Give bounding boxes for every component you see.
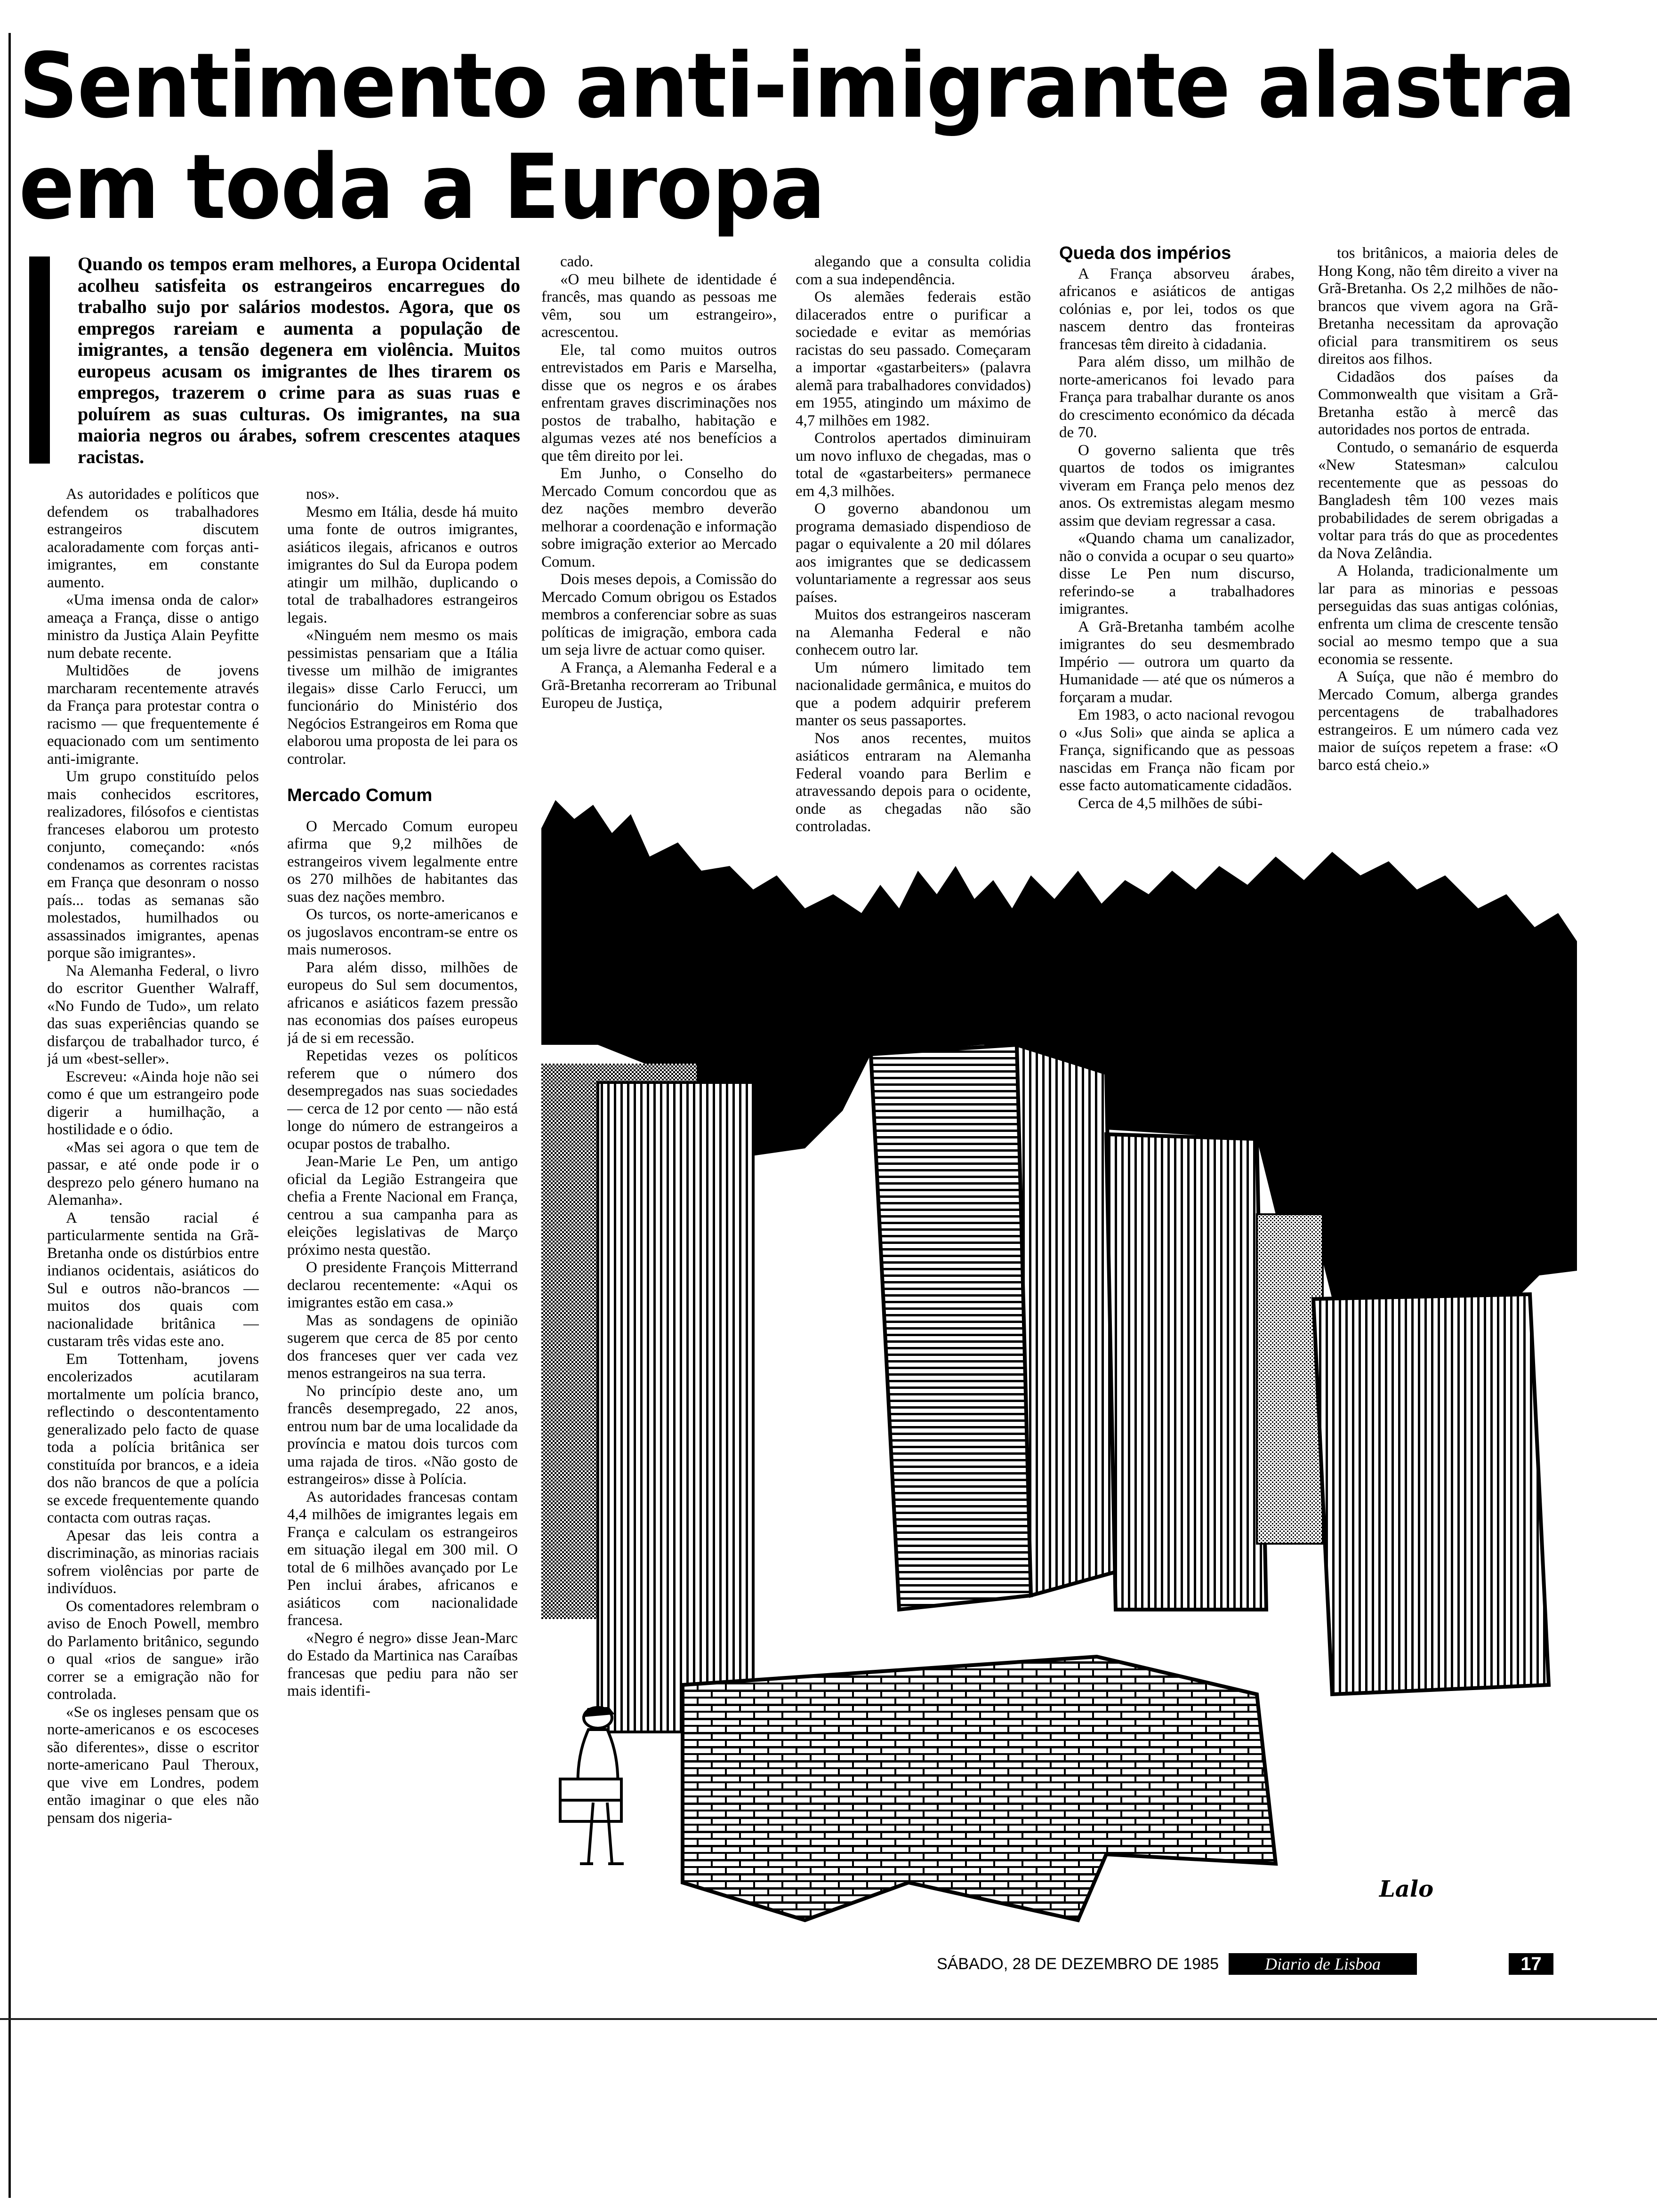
article-paragraph: Para além disso, milhões de europeus do Sul sem documentos, africanos e asiáticos fazem pressão nas economias dos países europeus já de si em recessão. [287,959,518,1047]
article-paragraph: As autoridades e políticos que defendem os trabalhadores estrangeiros discutem acaloradamente com forças anti-imigrantes, em constante aumento. [47,486,259,591]
article-column-2 [287,486,518,1959]
article-paragraph: A tensão racial é particularmente sentida na Grã-Bretanha onde os distúrbios entre indianos ocidentais, asiáticos do Sul e outros não-brancos — muitos dos quais com nacionalidade britânica — custaram três vidas este ano. [47,1209,259,1350]
central-tower [871,1045,1031,1610]
article-paragraph: «Mas sei agora o que tem de passar, e até onde pode ir o desprezo pelo género humano na Alemanha». [47,1138,259,1209]
bottom-rule [0,2018,1657,2020]
article-paragraph: As autoridades francesas contam 4,4 milhões de imigrantes legais em França e calculam os estrangeiros em situação ilegal em 300 mil. O total de 6 milhões avançado por Le Pen inclui árabes, africanos e asiáticos com nacionalidade francesa. [287,1488,518,1629]
central-tower-side [1017,1045,1116,1595]
article-paragraph: A Grã-Bretanha também acolhe imigrantes do seu desmembrado Império — outrora um quarto da Humanidade — até que os números a forçaram a mudar. [1059,618,1295,706]
section-subheading: Queda dos impérios [1059,245,1231,263]
article-paragraph: Apesar das leis contra a discriminação, as minorias raciais sofrem violências por parte de indivíduos. [47,1527,259,1597]
right-dithered-block [1257,1214,1323,1544]
illustrator-signature: Lalo [1379,1876,1434,1902]
article-paragraph: O presidente François Mitterrand declarou recentemente: «Aqui os imigrantes estão em casa.» [287,1259,518,1311]
page-footer [937,1953,1558,1975]
headline [19,34,1575,239]
article-paragraph: Multidões de jovens marcharam recentemente através da França para protestar contra o racismo — que frequentemente é equacionado com um sentimento anti-imigrante. [47,662,259,768]
left-building [598,1082,753,1732]
article-paragraph: Nos anos recentes, muitos asiáticos entraram na Alemanha Federal voando para Berlim e atravessando depois para o ocidente, onde as chegadas não são controladas. [796,729,1031,835]
article-paragraph: Um grupo constituído pelos mais conhecidos escritores, realizadores, filósofos e cientistas franceses elaborou um protesto conjunto, começando: «nós condenamos as correntes racistas em França que desonram o nosso país... todas as semanas são molestados, humilhados ou assassinados imigrantes, apenas porque são imigrantes». [47,768,259,962]
article-paragraph: «O meu bilhete de identidade é francês, mas quando as pessoas me vêm, sou um estrangeiro», acrescentou. [541,271,777,341]
article-paragraph: O governo salienta que três quartos de todos os imigrantes viveram em França pelo menos dez anos. Os extremistas alegam mesmo assim que deviam regressar a casa. [1059,441,1295,529]
footer-date: SÁBADO, 28 DE DEZEMBRO DE 1985 [937,1955,1219,1973]
article-paragraph: No princípio deste ano, um francês desempregado, 22 anos, entrou num bar de uma localidade da província e matou dois turcos com uma rajada de tiros. «Não gosto de estrangeiros» disse à Polícia. [287,1382,518,1488]
article-paragraph: Muitos dos estrangeiros nasceram na Alemanha Federal e não conhecem outro lar. [796,606,1031,658]
article-paragraph: «Negro é negro» disse Jean-Marc do Estado da Martinica nas Caraíbas francesas que pediu para não ser mais identifi- [287,1629,518,1699]
article-paragraph: Em Junho, o Conselho do Mercado Comum concordou que as dez nações membro deverão melhorar a coordenação e informação sobre imigração exterior ao Mercado Comum. [541,465,777,570]
lede-bar [29,256,50,464]
article-paragraph: «Quando chama um canalizador, não o convida a ocupar o seu quarto» disse Le Pen num discurso, referindo-se a trabalhadores imigrantes. [1059,530,1295,617]
article-paragraph: O Mercado Comum europeu afirma que 9,2 milhões de estrangeiros vivem legalmente entre os 270 milhões de habitantes das suas dez nações membro. [287,817,518,906]
article-paragraph: alegando que a consulta colidia com a sua independência. [796,253,1031,288]
footer-masthead: Diario de Lisboa [1229,1953,1417,1975]
brick-wall [683,1657,1276,1920]
article-paragraph: A Suíça, que não é membro do Mercado Comum, alberga grandes percentagens de trabalhadores estrangeiros. E um número cada vez maior de suíços repetem a frase: «O barco está cheio.» [1318,668,1558,774]
article-paragraph: «Se os ingleses pensam que os norte-americanos e os escoceses são diferentes», disse o escritor norte-americano Paul Theroux, que vive em Londres, podem então imaginar o que eles não pensam dos nigeria- [47,1703,259,1827]
article-paragraph: «Ninguém nem mesmo os mais pessimistas pensariam que a Itália tivesse um milhão de imigrantes ilegais» disse Carlo Ferucci, um funcionário do Ministério dos Negócios Estrangeiros em Roma que elaborou uma proposta de lei para os controlar. [287,627,518,768]
article-paragraph: A França, a Alemanha Federal e a Grã-Bretanha recorreram ao Tribunal Europeu de Justiça, [541,659,777,712]
article-paragraph: Os alemães federais estão dilacerados entre o purificar a sociedade e evitar as memórias racistas do seu passado. Começaram a importar «gastarbeiters» (palavra alemã para trabalhadores convidados) em 1955, atingindo um máximo de 4,7 milhões em 1982. [796,289,1031,429]
article-paragraph: «Uma imensa onda de calor» ameaça a França, disse o antigo ministro da Justiça Alain Peyfitte num debate recente. [47,592,259,662]
article-paragraph: Repetidas vezes os políticos referem que o número dos desempregados nas suas sociedades — cerca de 12 por cento — não está longe do número de estrangeiros a ocupar postos de trabalho. [287,1047,518,1153]
right-tower [1106,1134,1266,1610]
article-column-1 [47,486,259,1959]
article-paragraph: nos». [306,486,339,503]
article-paragraph: Escreveu: «Ainda hoje não sei como é que um estrangeiro pode digerir a humilhação, a hostilidade e o ódio. [47,1068,259,1138]
article-paragraph: Contudo, o semanário de esquerda «New Statesman» calculou recentemente que as pessoas do Bangladesh têm 100 vezes mais probabilidades de serem obrigadas a voltar para trás do que as procedentes da Nova Zelândia. [1318,439,1558,562]
headline-line-2: em toda a Europa [19,135,825,239]
article-paragraph: O governo abandonou um programa demasiado dispendioso de pagar o equivalente a 20 mil dólares aos imigrantes que se dedicassem voluntariamente a regressar aos seus países. [796,500,1031,606]
article-paragraph: Os turcos, os norte-americanos e os jugoslavos encontram-se entre os mais numerosos. [287,906,518,958]
article-paragraph: Dois meses depois, a Comissão do Mercado Comum obrigou os Estados membros a conferenciar sobre as suas políticas de imigração, embora cada um seja livre de actuar como quiser. [541,571,777,658]
article-paragraph: Ele, tal como muitos outros entrevistados em Paris e Marselha, disse que os negros e os árabes enfrentam graves discriminações nos postos de trabalho, habitação e algumas vezes até nos benefícios a que têm direito por lei. [541,341,777,465]
section-subheading: Mercado Comum [287,785,433,805]
headline-line-1: Sentimento anti-imigrante alastra [19,34,1575,138]
article-paragraph: cado. [560,253,594,270]
article-paragraph: Para além disso, um milhão de norte-americanos foi levado para França para trabalhar durante os anos do crescimento económico da década de 70. [1059,353,1295,441]
article-paragraph: A França absorveu árabes, africanos e asiáticos de antigas colónias e, por lei, todos os que nascem dentro das fronteiras francesas têm direito à cidadania. [1059,265,1295,353]
article-paragraph: Os comentadores relembram o aviso de Enoch Powell, membro do Parlamento britânico, segundo o qual «rios de sangue» irão correr se a emigração não for controlada. [47,1597,259,1703]
article-paragraph: Mesmo em Itália, desde há muito uma fonte de outros imigrantes, asiáticos ilegais, africanos e outros imigrantes do Sul da Europa podem atingir um milhão, duplicando o total de trabalhadores estrangeiros legais. [287,503,518,626]
left-edge-line [8,33,11,2198]
article-paragraph: A Holanda, tradicionalmente um lar para as minorias e pessoas perseguidas das suas antigas colónias, enfrenta um clima de crescente tensão social ao mesmo tempo que a sua economia se ressente. [1318,562,1558,668]
article-paragraph: Cidadãos dos países da Commonwealth que visitam a Grã-Bretanha estão à mercê das autoridades nos portos de entrada. [1318,368,1558,438]
article-paragraph: tos britânicos, a maioria deles de Hong Kong, não têm direito a viver na Grã-Bretanha. Os 2,2 milhões de não-brancos que vivem agora na Grã-Bretanha necessitam da aprovação oficial para transmitirem os seus direitos aos filhos. [1318,245,1558,368]
article-paragraph: Mas as sondagens de opinião sugerem que cerca de 85 por cento dos franceses quer ver cada vez menos estrangeiros na sua terra. [287,1312,518,1382]
article-paragraph: Cerca de 4,5 milhões de súbi- [1078,794,1263,812]
article-paragraph: Um número limitado tem nacionalidade germânica, e muitos do que a podem adquirir preferem manter os seus passaportes. [796,659,1031,729]
article-paragraph: Jean-Marie Le Pen, um antigo oficial da Legião Estrangeira que chefia a Frente Nacional em França, centrou a sua campanha para as eleições legislativas de Março próximo nesta questão. [287,1153,518,1258]
article-paragraph: Em Tottenham, jovens encolerizados acutilaram mortalmente um polícia branco, reflectindo o descontentamento generalizado pelo facto de quase toda a polícia britânica ser constituída por brancos, e a ideia dos não brancos de que a polícia se excede frequentemente quando contacta com outras raças. [47,1350,259,1526]
page-number: 17 [1509,1953,1553,1975]
article-paragraph: Em 1983, o acto nacional revogou o «Jus Soli» que ainda se aplica a França, significando que as pessoas nascidas em França não ficam por esse facto automaticamente cidadãos. [1059,706,1295,794]
lede: Quando os tempos eram melhores, a Europa Ocidental acolheu satisfeita os estrangeiros encarregues do trabalho sujo por salários modestos. Agora, que os empregos rareiam e aumenta a população de imigrantes, a tensão degenera em violência. Muitos europeus acusam os imigrantes de lhes tirarem os empregos, trazerem o crime para as suas ruas e poluírem as suas culturas. Os imigrantes, na sua maioria negros ou árabes, sofrem crescentes ataques racistas. [78,253,520,467]
article-paragraph: Na Alemanha Federal, o livro do escritor Guenther Walraff, «No Fundo de Tudo», um relato das suas experiências quando se disfarçou de trabalhador turco, é já um «best-seller». [47,962,259,1067]
illustration-towers [541,800,1577,1944]
far-right-building [1313,1294,1549,1694]
article-column-3 [541,253,777,818]
article-paragraph: Controlos apertados diminuiram um novo influxo de chegadas, mas o total de «gastarbeiters» permanece em 4,3 milhões. [796,430,1031,500]
